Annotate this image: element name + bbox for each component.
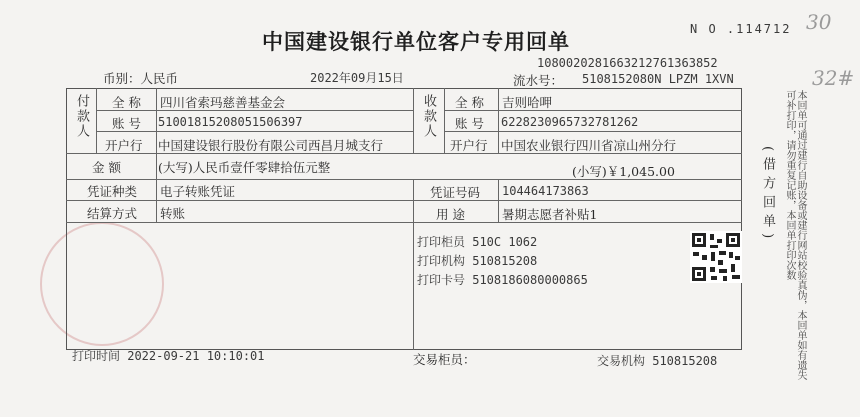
settlement-method-label: 结算方式 [87,206,138,221]
payee-account-label: 账 号 [455,116,484,131]
purpose-label: 用 途 [436,207,465,222]
payee-bank: 中国农业银行四川省凉山州分行 [501,138,677,153]
payee-bank-label: 开户行 [450,138,488,153]
payee-group-label: 收款人 [421,94,436,139]
qr-code [690,231,742,283]
currency-label: 币别：人民币 [103,71,179,86]
settlement-method: 转账 [160,206,186,221]
payer-account: 51001815208051506397 [158,115,303,129]
payer-name: 四川省索玛慈善基金会 [160,95,286,110]
payee-name-label: 全 称 [455,95,484,110]
handwritten-mark-top: 30 [806,10,832,34]
transaction-date: 2022年09月15日 [310,71,404,85]
print-teller: 打印柜员 510C 1062 [417,235,538,249]
amount-label: 金 额 [92,160,121,175]
reference-number: 1080020281663212761363852 [537,56,718,70]
trade-teller: 交易柜员： [413,352,476,367]
handwritten-mark-side: 32# [812,66,855,90]
serial-number: N O .114712 [690,22,792,36]
flow-number-value: 5108152080N LPZM 1XVN [582,72,734,86]
print-time: 打印时间 2022-09-21 10:10:01 [72,349,265,363]
voucher-type-label: 凭证种类 [87,184,138,199]
payee-name: 吉则哈呷 [502,95,553,110]
voucher-number-label: 凭证号码 [430,185,481,200]
voucher-type: 电子转账凭证 [160,184,236,199]
print-org: 打印机构 510815208 [417,254,538,268]
borrower-copy-label: (借方回单) [760,146,775,245]
voucher-number: 104464173863 [502,184,589,198]
flow-number-label: 流水号： [513,73,564,88]
payer-group-label: 付款人 [74,94,89,139]
payer-account-label: 账 号 [112,116,141,131]
purpose: 暑期志愿者补贴1 [502,207,598,222]
print-card: 打印卡号 5108186080000865 [417,273,588,287]
verification-note: 本回单可通过建行自助设备或建行网站校验真伪，本回单如有遗失可补打印，请勿重复记账，本回单打印次数 [784,90,806,380]
amount-in-figures: (小写)￥1,045.00 [572,164,675,179]
trade-org: 交易机构 510815208 [597,354,718,368]
page-title: 中国建设银行单位客户专用回单 [262,29,570,54]
amount-in-words: (大写)人民币壹仟零肆拾伍元整 [158,160,331,175]
payee-account: 6228230965732781262 [501,115,639,129]
payer-name-label: 全 称 [112,95,141,110]
payer-bank-label: 开户行 [105,138,143,153]
payer-bank: 中国建设银行股份有限公司西昌月城支行 [158,138,384,153]
